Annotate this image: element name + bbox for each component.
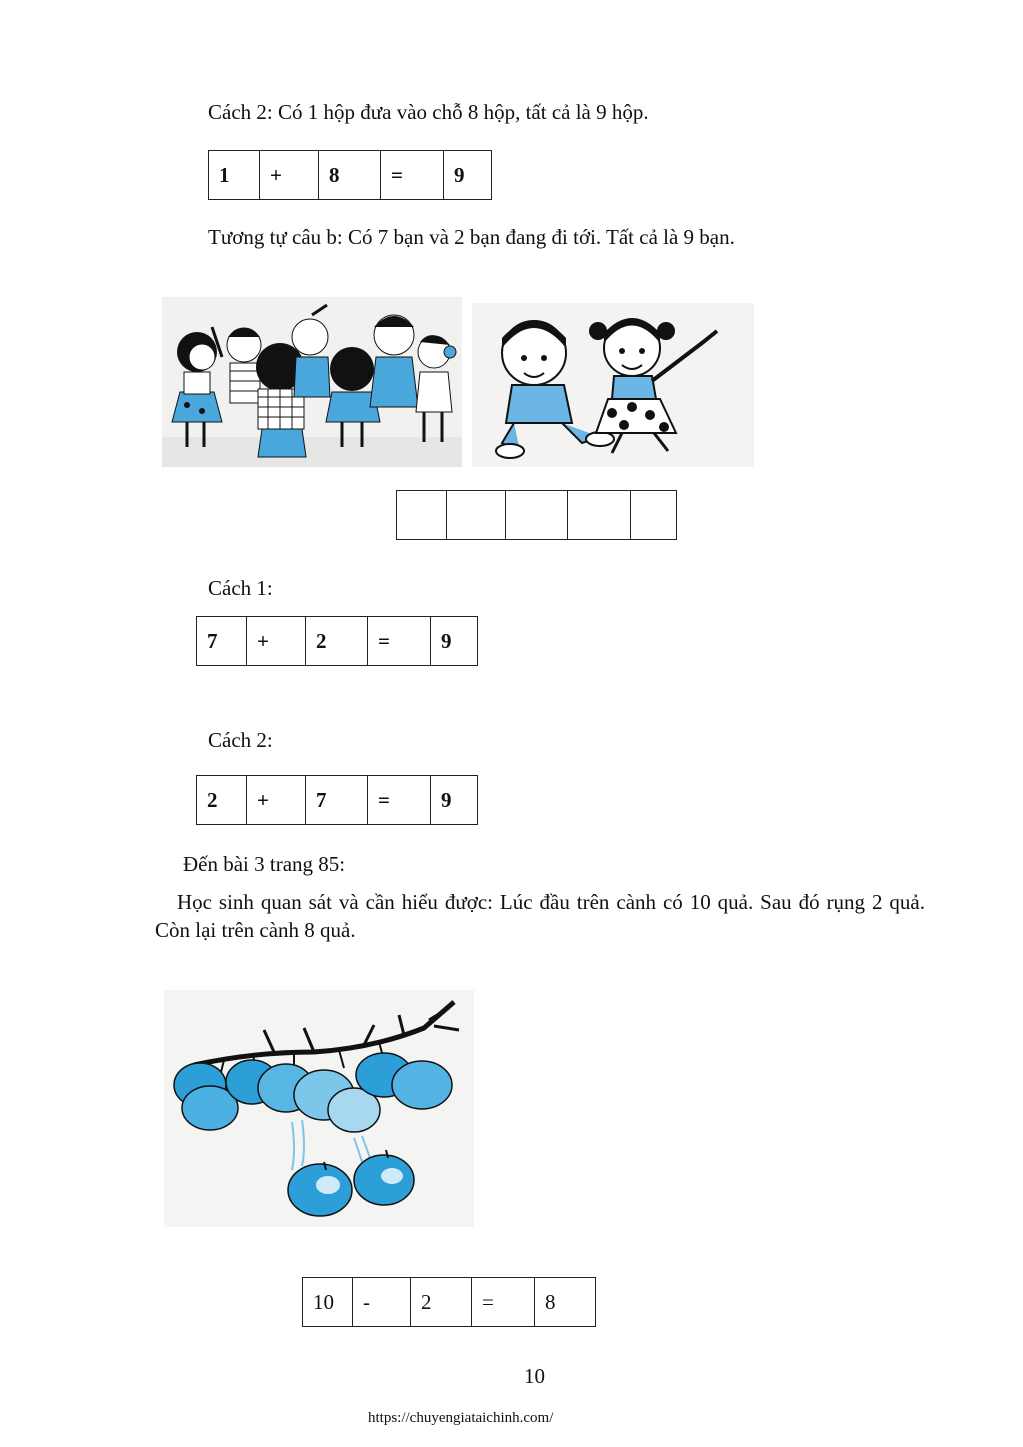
eq-cell: 7 bbox=[306, 776, 368, 825]
eq-cell bbox=[397, 491, 447, 540]
two-children-walking-picture bbox=[472, 303, 754, 467]
eq-cell bbox=[631, 491, 677, 540]
bai3-heading: Đến bài 3 trang 85: bbox=[183, 852, 346, 876]
bai3-paragraph: Học sinh quan sát và cần hiểu được: Lúc đầu trên cành có 10 quả. Sau đó rụng 2 quả. Còn lại trên cành 8 quả. bbox=[155, 890, 925, 942]
equation-box-4 bbox=[302, 1277, 596, 1327]
eq-cell: = bbox=[368, 776, 431, 825]
eq-cell: = bbox=[368, 617, 431, 666]
eq-cell: 9 bbox=[431, 776, 478, 825]
eq-cell bbox=[568, 491, 631, 540]
footer-url: https://chuyengiataichinh.com/ bbox=[368, 1410, 554, 1426]
eq-cell: + bbox=[260, 151, 319, 200]
equation-box-blank bbox=[396, 490, 677, 540]
eq-cell: 2 bbox=[197, 776, 247, 825]
eq-cell bbox=[506, 491, 568, 540]
eq-cell: = bbox=[472, 1278, 535, 1327]
eq-cell bbox=[447, 491, 506, 540]
page-number: 10 bbox=[524, 1364, 545, 1388]
eq-cell: = bbox=[381, 151, 444, 200]
eq-cell: 8 bbox=[535, 1278, 596, 1327]
eq-cell: - bbox=[353, 1278, 411, 1327]
similar-b-text: Tương tự câu b: Có 7 bạn và 2 bạn đang đi tới. Tất cả là 9 bạn. bbox=[208, 225, 735, 249]
eq-cell: 9 bbox=[444, 151, 492, 200]
fruit-branch-picture bbox=[164, 990, 474, 1227]
eq-cell: 7 bbox=[197, 617, 247, 666]
equation-box-2 bbox=[196, 616, 478, 666]
eq-cell: 1 bbox=[209, 151, 260, 200]
cach2-label: Cách 2: bbox=[208, 728, 273, 752]
eq-cell: 10 bbox=[303, 1278, 353, 1327]
equation-box-3 bbox=[196, 775, 478, 825]
eq-cell: 2 bbox=[411, 1278, 472, 1327]
eq-cell: + bbox=[247, 617, 306, 666]
cach1-label: Cách 1: bbox=[208, 576, 273, 600]
cach2-intro-text: Cách 2: Có 1 hộp đưa vào chỗ 8 hộp, tất cả là 9 hộp. bbox=[208, 100, 649, 124]
children-group-picture bbox=[162, 297, 462, 467]
eq-cell: 2 bbox=[306, 617, 368, 666]
equation-box-1 bbox=[208, 150, 492, 200]
eq-cell: 9 bbox=[431, 617, 478, 666]
eq-cell: + bbox=[247, 776, 306, 825]
eq-cell: 8 bbox=[319, 151, 381, 200]
